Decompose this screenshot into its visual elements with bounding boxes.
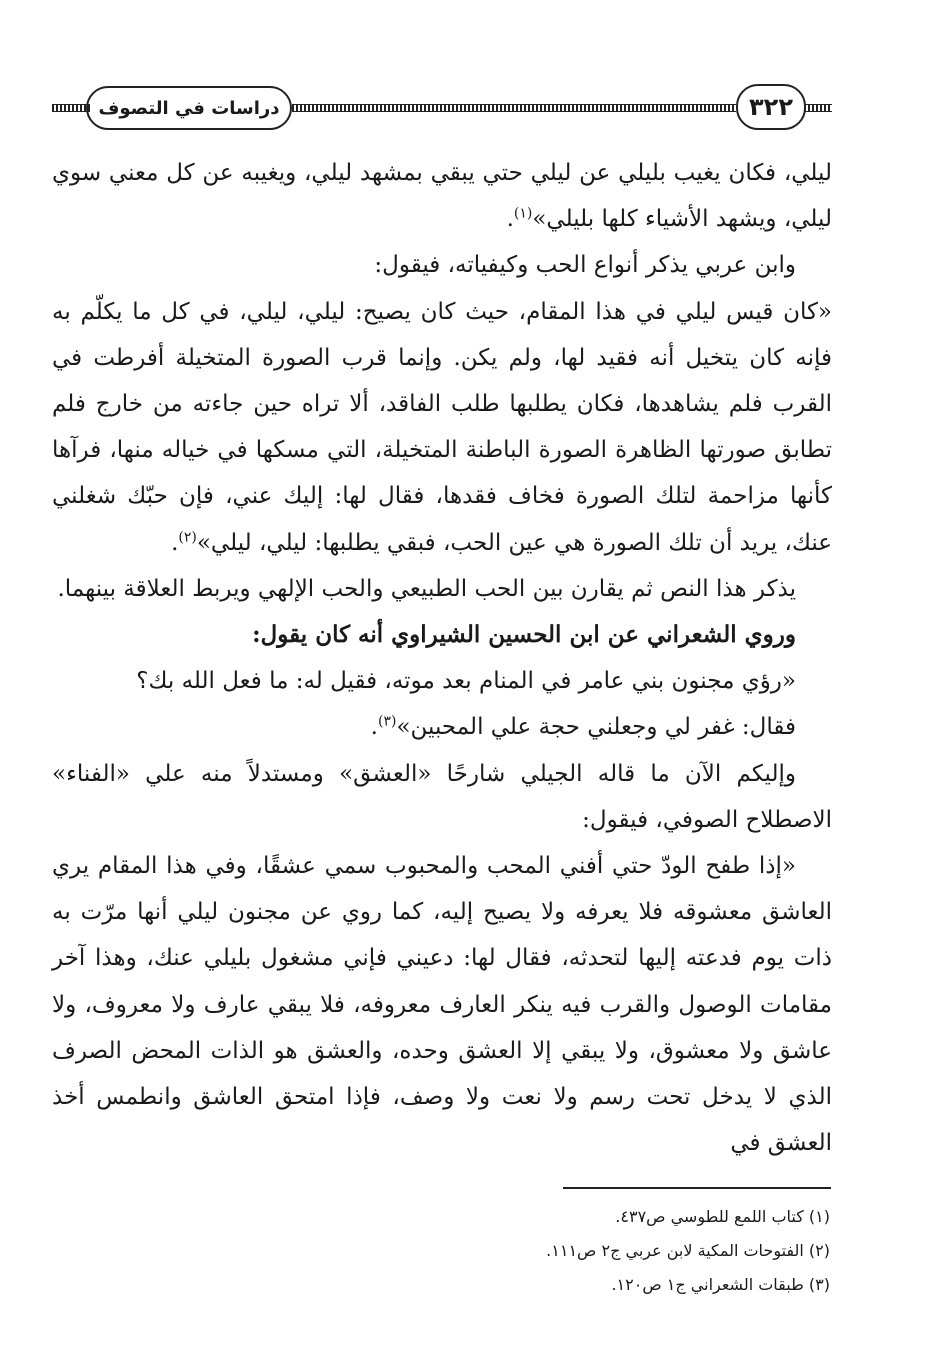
header-ornament-right bbox=[804, 104, 832, 112]
page-header bbox=[52, 82, 832, 134]
header-ornament-middle bbox=[292, 104, 736, 112]
paragraph-3-quote: «كان قيس ليلي في هذا المقام، حيث كان يصيح: ليلي، ليلي، في كل ما يكلّم به فإنه كان يتخيل أنه فقيد لها، ولم يكن. وإنما قرب الصورة المتخيلة أفرطت في القرب فلم يشاهدها، فكان يطلبها طلب الفاقد، ألا تراه حين جاءته من خارج فلم تطابق صورتها الظاهرة الصورة الباطنة المتخيلة، التي مسكها في خياله منها، فرآها كأنها مزاحمة لتلك الصورة فخاف فقدها، فقال لها: إليك عني، فإن حبّك شغلني عنك، يريد أن تلك الصورة هي عين الحب، فبقي يطلبها: ليلي، ليلي»$^{(٢)}$. bbox=[52, 298, 832, 556]
footnotes bbox=[300, 1200, 830, 1302]
page-body bbox=[52, 150, 832, 1166]
footnote-2: (٢) الفتوحات المكية لابن عربي ج٢ ص١١١. bbox=[546, 1241, 830, 1260]
header-ornament-left bbox=[52, 104, 90, 112]
footnote-ref-1: (١) bbox=[513, 205, 533, 222]
book-title: دراسات في التصوف bbox=[86, 86, 292, 130]
paragraph-9-quote: «إذا طفح الودّ حتي أفني المحب والمحبوب سمي عشقًا، وفي هذا المقام يري العاشق معشوقه فلا يعرفه ولا يصيح إليه، كما روي عن مجنون ليلي أنها مرّت به ذات يوم فدعته إليها لتحدثه، فقال لها: دعيني فإني مشغول بليلي عنك، وهذا آخر مقامات الوصول والقرب فيه ينكر العارف معروفه، فلا يبقي عارف ولا معروف، ولا عاشق ولا معشوق، ولا يبقي إلا العشق وحده، والعشق هو الذات المحض الصرف الذي لا يدخل تحت رسم ولا نعت ولا وصف، فإذا امتحق العاشق وانطمس أخذ العشق في bbox=[52, 853, 832, 1157]
paragraph-6-quote: «رؤي مجنون بني عامر في المنام بعد موته، فقيل له: ما فعل الله بك؟ bbox=[136, 668, 796, 695]
paragraph-4: يذكر هذا النص ثم يقارن بين الحب الطبيعي والحب الإلهي ويربط العلاقة بينهما. bbox=[57, 575, 796, 602]
paragraph-1: ليلي، فكان يغيب بليلي عن ليلي حتي يبقي بمشهد ليلي، ويغيبه عن كل معني سوي ليلي، ويشهد الأشياء كلها بليلي»$^{(١)}$. bbox=[52, 160, 832, 233]
footnote-ref-2: (٢) bbox=[178, 528, 197, 545]
paragraph-8: وإليكم الآن ما قاله الجيلي شارحًا «العشق» ومستدلاً منه علي «الفناء» الاصطلاح الصوفي، فيقول: bbox=[52, 760, 832, 833]
paragraph-7: فقال: غفر لي وجعلني حجة علي المحبين»$^{(٣)}$. bbox=[370, 713, 796, 741]
footnote-separator bbox=[563, 1187, 831, 1189]
footnote-1: (١) كتاب اللمع للطوسي ص٤٣٧. bbox=[615, 1207, 830, 1226]
page-number: ٣٢٢ bbox=[736, 84, 806, 130]
paragraph-5: وروي الشعراني عن ابن الحسين الشيراوي أنه كان يقول: bbox=[252, 621, 796, 649]
paragraph-2: وابن عربي يذكر أنواع الحب وكيفياته، فيقول: bbox=[374, 252, 796, 279]
footnote-3: (٣) طبقات الشعراني ج١ ص١٢٠. bbox=[611, 1275, 830, 1294]
footnote-ref-3: (٣) bbox=[377, 713, 397, 730]
